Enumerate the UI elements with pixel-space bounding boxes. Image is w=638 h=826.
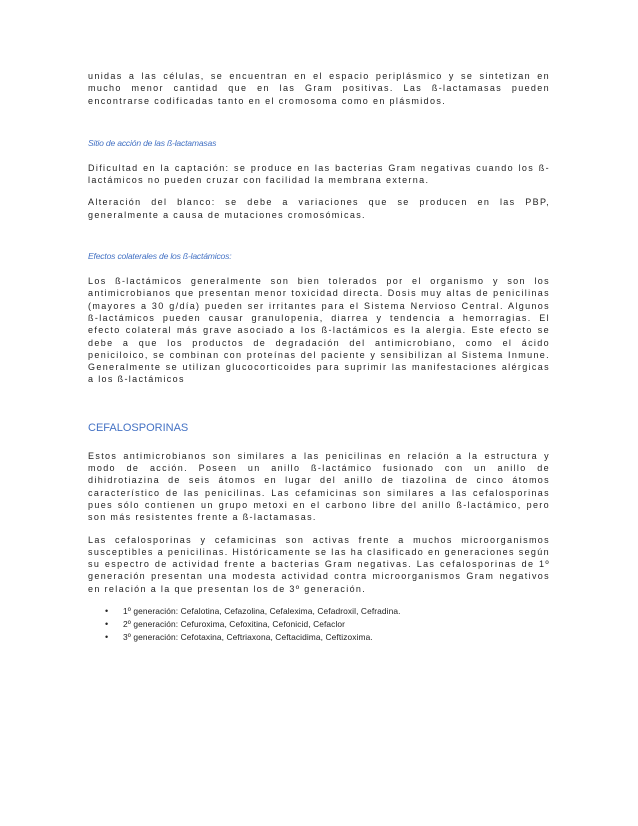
paragraph-cefalosporinas-actividad: Las cefalosporinas y cefamicinas son activas frente a muchos microorganismos susceptibles a penicilinas. Históricamente se las ha clasificado en generaciones según su espectro de actividad frente a bacterias Gram negativas. Las cefalosporinas de 1º generación presentan una modesta actividad contra microorganismos Gram negativos en relación a la que presentan los de 3º generación. (88, 534, 550, 594)
paragraph-dificultad: Dificultad en la captación: se produce en las bacterias Gram negativas cuando los ß-lactámicos no pueden cruzar con facilidad la membrana externa. (88, 162, 550, 186)
paragraph-efectos: Los ß-lactámicos generalmente son bien tolerados por el organismo y son los antimicrobianos que presentan menor toxicidad directa. Dosis muy altas de penicilinas (mayores a 30 g/día) pueden ser irritantes para el Sistema Nervioso Central. Algunos ß-lactámicos pueden causar granulopenia, diarrea y tendencia a hemorragias. El efecto colateral más grave asociado a los ß-lactámicos es la alergia. Este efecto se debe a que los productos de degradación del antimicrobiano, como el ácido peniciloico, se combinan con proteínas del paciente y sensibilizan al Sistema Inmune. Generalmente se utilizan glucocorticoides para suprimir las manifestaciones alérgicas a los ß-lactámicos (88, 276, 550, 385)
heading-efectos: Efectos colaterales de los ß-lactámicos: (88, 251, 232, 262)
list-item (88, 605, 550, 618)
list-item (88, 631, 550, 644)
list-item-text: 3º generación: Cefotaxina, Ceftriaxona, Ceftacidima, Ceftizoxima. (123, 632, 373, 643)
document-page (88, 70, 550, 644)
bullet-icon: • (105, 606, 109, 617)
bullet-icon: • (105, 632, 109, 643)
list-item-text: 2º generación: Cefuroxima, Cefoxitina, Cefonicid, Cefaclor (123, 619, 346, 630)
bullet-icon: • (105, 619, 109, 630)
paragraph-alteracion: Alteración del blanco: se debe a variaciones que se producen en las PBP, generalmente a causa de mutaciones cromosómicas. (88, 197, 550, 220)
heading-cefalosporinas: CEFALOSPORINAS (88, 421, 189, 434)
list-item (88, 618, 550, 631)
list-item-text: 1º generación: Cefalotina, Cefazolina, Cefalexima, Cefadroxil, Cefradina. (123, 606, 401, 617)
paragraph-cefalosporinas-estructura: Estos antimicrobianos son similares a las penicilinas en relación a la estructura y modo de acción. Poseen un anillo ß-lactámico fusionado con un anillo de dihidrotiazina de seis átomos en lugar del anillo de tiazolina de cinco átomos característico de las penicilinas. Las cefamicinas son similares a las cefalosporinas pues sólo contienen un grupo metoxi en el carbono libre del anillo ß-lactámico, pero son más resistentes frente a ß-lactamasas. (88, 450, 550, 523)
heading-sitio-accion: Sitio de acción de las ß-lactamasas (88, 137, 217, 148)
intro-paragraph: unidas a las células, se encuentran en el espacio periplásmico y se sintetizan en mucho menor cantidad que en las Gram positivas. Las ß-lactamasas pueden encontrarse codificadas tanto en el cromosoma como en plásmidos. (88, 71, 550, 106)
generations-list (88, 605, 550, 644)
